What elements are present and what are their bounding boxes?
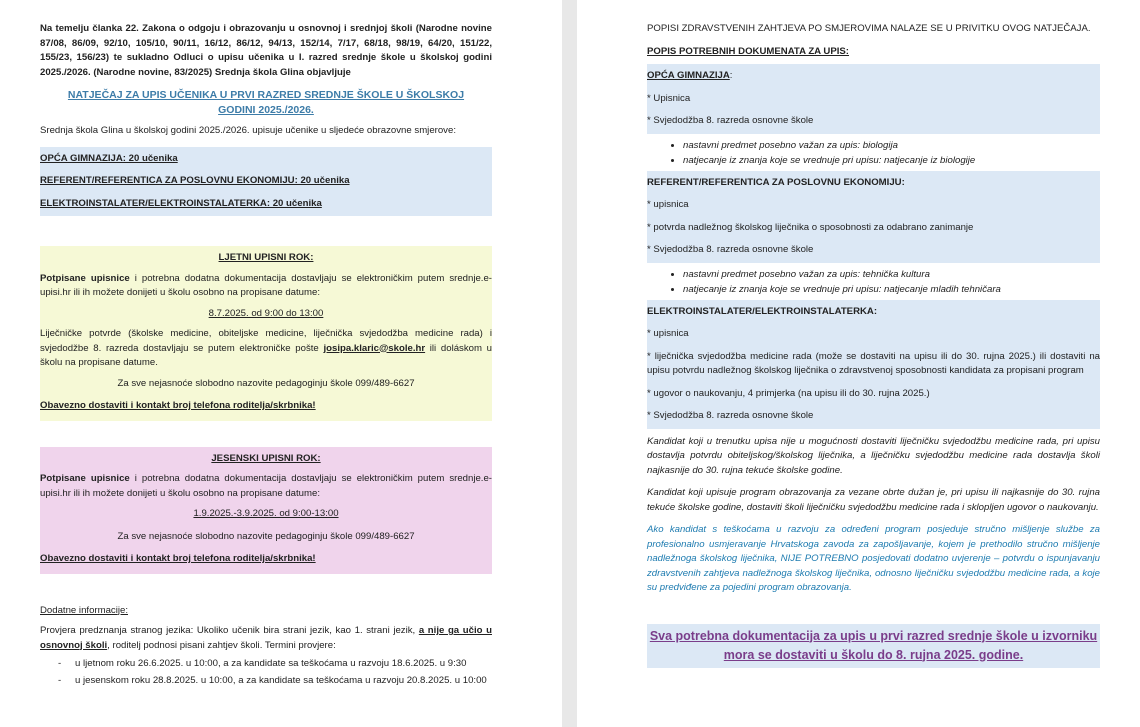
note-disabilities: Ako kandidat s teškoćama u razvoju za određeni program posjeduje stručno mišljenje službe za profesionalno usmjeravanje Hrvatskoga zavoda za zapošljavanje, kojem je prethodilo stručno mišljenje nadležnoga školskog liječnika, NIJE POTREBNO posjedovati dodatno uvjerenje – potvrdu o ispunjavanju zdravstvenih zahtjeva nadležnoga školskog liječnika, odnosno liječničku svjedodžbu medicine rada, a koje su predviđene za pojedini program obrazovanja. — [647, 524, 1100, 593]
referent-heading: REFERENT/REFERENTICA ZA POSLOVNU EKONOMIJU: — [647, 176, 905, 188]
autumn-contact: Za sve nejasnoće slobodno nazovite pedagoginju škole 099/489-6627 — [117, 530, 415, 542]
program-elektroinstalater: ELEKTROINSTALATER/ELEKTROINSTALATERKA: 20 učenika — [40, 197, 322, 209]
email-link[interactable]: josipa.klaric@skole.hr — [323, 342, 426, 354]
list-item: • nastavni predmet posebno važan za upis: tehnička kultura — [683, 267, 1100, 282]
list-item: * ugovor o naukovanju, 4 primjerka (na upisu ili do 30. rujna 2025.) — [647, 387, 930, 399]
competition-title: NATJEČAJ ZA UPIS UČENIKA U PRVI RAZRED SREDNJE ŠKOLE U ŠKOLSKOJ GODINI 2025./2026. — [67, 89, 465, 116]
gimnazija-bullets — [647, 138, 1100, 168]
list-item: * potvrda nadležnog školskog liječnika o sposobnosti za odabrano zanimanje — [647, 221, 974, 233]
program-referent: REFERENT/REFERENTICA ZA POSLOVNU EKONOMIJU: 20 učenika — [40, 175, 350, 186]
list-item: * upisnica — [647, 328, 689, 339]
autumn-heading: JESENSKI UPISNI ROK: — [211, 452, 321, 464]
list-item: - u jesenskom roku 28.8.2025. u 10:00, a za kandidate sa teškoćama u razvoju 20.8.2025. u 10:00 — [75, 674, 492, 689]
autumn-paragraph-1 — [40, 470, 492, 503]
summer-term-box — [40, 246, 492, 421]
list-item: * Svjedodžba 8. razreda osnovne škole — [647, 410, 814, 421]
referent-docs-box — [647, 171, 1100, 263]
list-item: • natjecanje iz znanja koje se vrednuje pri upisu: natjecanje mladih tehničara — [683, 282, 1100, 297]
autumn-note: Obavezno dostaviti i kontakt broj telefona roditelja/skrbnika! — [40, 553, 316, 564]
summer-p2-end: ili doláskom u školu na propisane datume. — [40, 342, 492, 368]
list-item: * Svjedodžba 8. razreda osnovne škole — [647, 115, 814, 126]
summer-paragraph-2 — [40, 325, 492, 373]
list-item: - u ljetnom roku 26.6.2025. u 10:00, a za kandidate sa teškoćama u razvoju 18.6.2025. u 9:30 — [75, 657, 492, 672]
summer-date: 8.7.2025. od 9:00 do 13:00 — [208, 307, 324, 319]
right-page — [577, 0, 1140, 727]
autumn-p1-rest: i potrebna dodatna dokumentacija dostavljaju se elektroničkim putem srednje.e-upisi.hr ili ih možete donijeti u školu osobno na propisane datume: — [40, 473, 492, 499]
referent-bullets — [647, 267, 1100, 297]
language-check-end: , roditelj podnosi pisani zahtjev školi. Termini provjere: — [107, 639, 336, 651]
list-item: * Svjedodžba 8. razreda osnovne škole — [647, 244, 814, 255]
list-item: • nastavni predmet posebno važan za upis: biologija — [683, 138, 1100, 153]
program-gimnazija: OPĆA GIMNAZIJA: 20 učenika — [40, 152, 178, 164]
elektro-heading: ELEKTROINSTALATER/ELEKTROINSTALATERKA: — [647, 305, 878, 317]
autumn-date: 1.9.2025.-3.9.2025. od 9:00-13:00 — [193, 508, 339, 519]
intro-paragraph: Na temelju članka 22. Zakona o odgoju i obrazovanju u osnovnoj i srednjoj školi (Narodne novine 87/08, 86/09, 92/10, 105/10, 90/11, 16/12, 86/12, 94/13, 152/14, 7/17, 68/18, 98/19, 64/20, 151/22, 155/23, 156/23) te sukladno Odluci o upisu učenika u I. razred srednje škole u školskoj godini 2025./2026. (Narodne novine, 83/2025) Srednja škola Glina objavljuje — [40, 23, 492, 78]
deadline-footer: Sva potrebna dokumentacija za upis u prvi razred srednje škole u izvorniku mora se dostaviti u školu do 8. rujna 2025. godine. — [647, 624, 1100, 668]
list-item: * upisnica — [647, 199, 689, 210]
gimnazija-heading: OPĆA GIMNAZIJA: — [647, 70, 733, 81]
health-requirements-note: POPISI ZDRAVSTVENIH ZAHTJEVA PO SMJEROVIMA NALAZE SE U PRIVITKU OVOG NATJEČAJA. — [647, 23, 1091, 34]
elektro-docs-box — [647, 300, 1100, 429]
note-medical-certificate: Kandidat koji u trenutku upisa nije u mogućnosti dostaviti liječničku svjedodžbu medicine rada, pri upisu dostavlja potvrdu obiteljskog/školskog liječnika, a liječničku svjedodžbu medicine rada dostavlja školi najkasnije do 30. rujna tekuće školske godine. — [647, 435, 1100, 476]
list-item: * Upisnica — [647, 92, 691, 104]
summer-signed-forms: Potpisane upisnice — [40, 272, 130, 284]
summer-p1-rest: i potrebna dodatna dokumentacija dostavljaju se elektroničkim putem srednje.e-upisi.hr ili ih možete donijeti u školu osobno na propisane datume: — [40, 272, 492, 298]
summer-contact: Za sve nejasnoće slobodno nazovite pedagoginju škole 099/489-6627 — [117, 377, 415, 389]
programs-box — [40, 147, 492, 217]
summer-paragraph-1 — [40, 270, 492, 303]
language-check-start: Provjera predznanja stranog jezika: Ukoliko učenik bira strani jezik, kao 1. strani jezik, — [40, 625, 419, 636]
gimnazija-docs-box — [647, 64, 1100, 134]
left-page — [0, 0, 562, 727]
list-item: * liječnička svjedodžba medicine rada (može se dostaviti na upisu ili do 30. rujna 2025.) ili dostaviti na upisu potvrdu nadležnog školskog liječnika o zdravstvenoj sposobnosti kandidata za propisani program — [647, 350, 1100, 376]
summer-p2-start: Liječničke potvrde (školske medicine, obiteljske medicine, liječnička svjedodžba medicine rada) i svjedodžbe 8. razreda dostavljaju se putem elektroničke pošte — [40, 328, 492, 354]
list-item: • natjecanje iz znanja koje se vrednuje pri upisu: natjecanje iz biologije — [683, 153, 1100, 168]
summer-note: Obavezno dostaviti i kontakt broj telefona roditelja/skrbnika! — [40, 400, 316, 411]
language-check-bold: a nije ga učio u osnovnoj školi — [40, 625, 492, 651]
summer-heading: LJETNI UPISNI ROK: — [218, 252, 314, 263]
language-check-list — [40, 657, 492, 688]
language-check-paragraph — [40, 624, 492, 653]
note-apprenticeship: Kandidat koji upisuje program obrazovanja za vezane obrte dužan je, pri upisu ili najkasnije do 30. rujna tekuće školske godine, dostaviti školi liječničku svjedodžbu medicine rada i sklopljen ugovor o naukovanju. — [647, 487, 1100, 513]
autumn-term-box — [40, 447, 492, 574]
autumn-signed-forms: Potpisane upisnice — [40, 473, 130, 484]
documents-heading: POPIS POTREBNIH DOKUMENATA ZA UPIS: — [647, 45, 850, 57]
enroll-text: Srednja škola Glina u školskoj godini 2025./2026. upisuje učenike u sljedeće obrazovne smjerove: — [40, 125, 456, 136]
extra-info-heading: Dodatne informacije: — [40, 604, 128, 616]
